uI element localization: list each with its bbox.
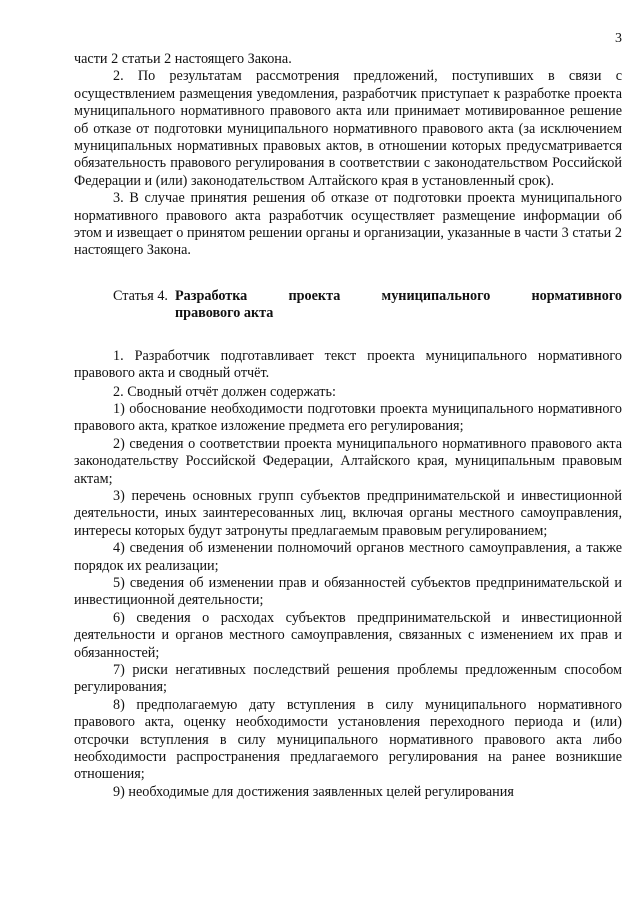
article-paragraph-1: 1. Разработчик подготавливает текст проекта муниципального нормативного правового акта и сводный отчёт. bbox=[74, 347, 622, 382]
article-title bbox=[175, 288, 622, 323]
paragraph-item-2: 2. По результатам рассмотрения предложений, поступивших в связи с осуществлением размещения уведомления, разработчик приступает к разработке проекта муниципального нормативного правового акта или принимает мотивированное решение об отказе от подготовки муниципального нормативного правового акта (за исключением муниципальных нормативных правовых актов, в отношении которых предусматривается обязательность правового регулирования в соответствии с законодательством Российской Федерации и (или) законодательством Алтайского края в установленный срок). bbox=[74, 68, 622, 189]
list-item-2: 2) сведения о соответствии проекта муниципального нормативного правового акта законодательству Российской Федерации, Алтайского края, муниципальным правовым актам; bbox=[74, 435, 622, 487]
list-item-8: 8) предполагаемую дату вступления в силу муниципального нормативного правового акта, оценку необходимости установления переходного периода и (или) отсрочки вступления в силу муниципального нормативного правового акта либо необходимости распространения предлагаемого регулирования на ранее возникшие отношения; bbox=[74, 696, 622, 783]
article-title-line-2: правового акта bbox=[175, 305, 274, 322]
page-number: 3 bbox=[615, 31, 622, 46]
article-heading bbox=[74, 288, 622, 323]
list-item-1: 1) обоснование необходимости подготовки проекта муниципального нормативного правового акта, краткое изложение предмета его регулирования; bbox=[74, 400, 622, 435]
list-item-5: 5) сведения об изменении прав и обязанностей субъектов предпринимательской и инвестиционной деятельности; bbox=[74, 574, 622, 609]
list-item-7: 7) риски негативных последствий решения проблемы предложенным способом регулирования; bbox=[74, 662, 622, 696]
article-title-line-1: Разработка проекта муниципального нормативного bbox=[175, 287, 622, 304]
list-item-6: 6) сведения о расходах субъектов предпринимательской и инвестиционной деятельности и органов местного самоуправления, связанных с изменением их прав и обязанностей; bbox=[74, 609, 622, 661]
list-item-3: 3) перечень основных групп субъектов предпринимательской и инвестиционной деятельности, иных заинтересованных лиц, включая органы местного самоуправления, интересы которых будут затронуты предлагаемым правовым регулированием; bbox=[74, 487, 622, 539]
article-label: Статья 4. bbox=[113, 287, 168, 304]
list-item-9: 9) необходимые для достижения заявленных целей регулирования bbox=[113, 783, 514, 800]
document-body bbox=[74, 51, 622, 801]
article-paragraph-2: 2. Сводный отчёт должен содержать: bbox=[113, 383, 336, 400]
paragraph-continuation: части 2 статьи 2 настоящего Закона. bbox=[74, 51, 292, 67]
list-item-4: 4) сведения об изменении полномочий органов местного самоуправления, а также порядок их реализации; bbox=[74, 540, 622, 574]
paragraph-item-3: 3. В случае принятия решения об отказе от подготовки проекта муниципального нормативного правового акта разработчик осуществляет размещение информации об этом и извещает о принятом решении органы и организации, указанные в части 3 статьи 2 настоящего Закона. bbox=[74, 190, 622, 259]
